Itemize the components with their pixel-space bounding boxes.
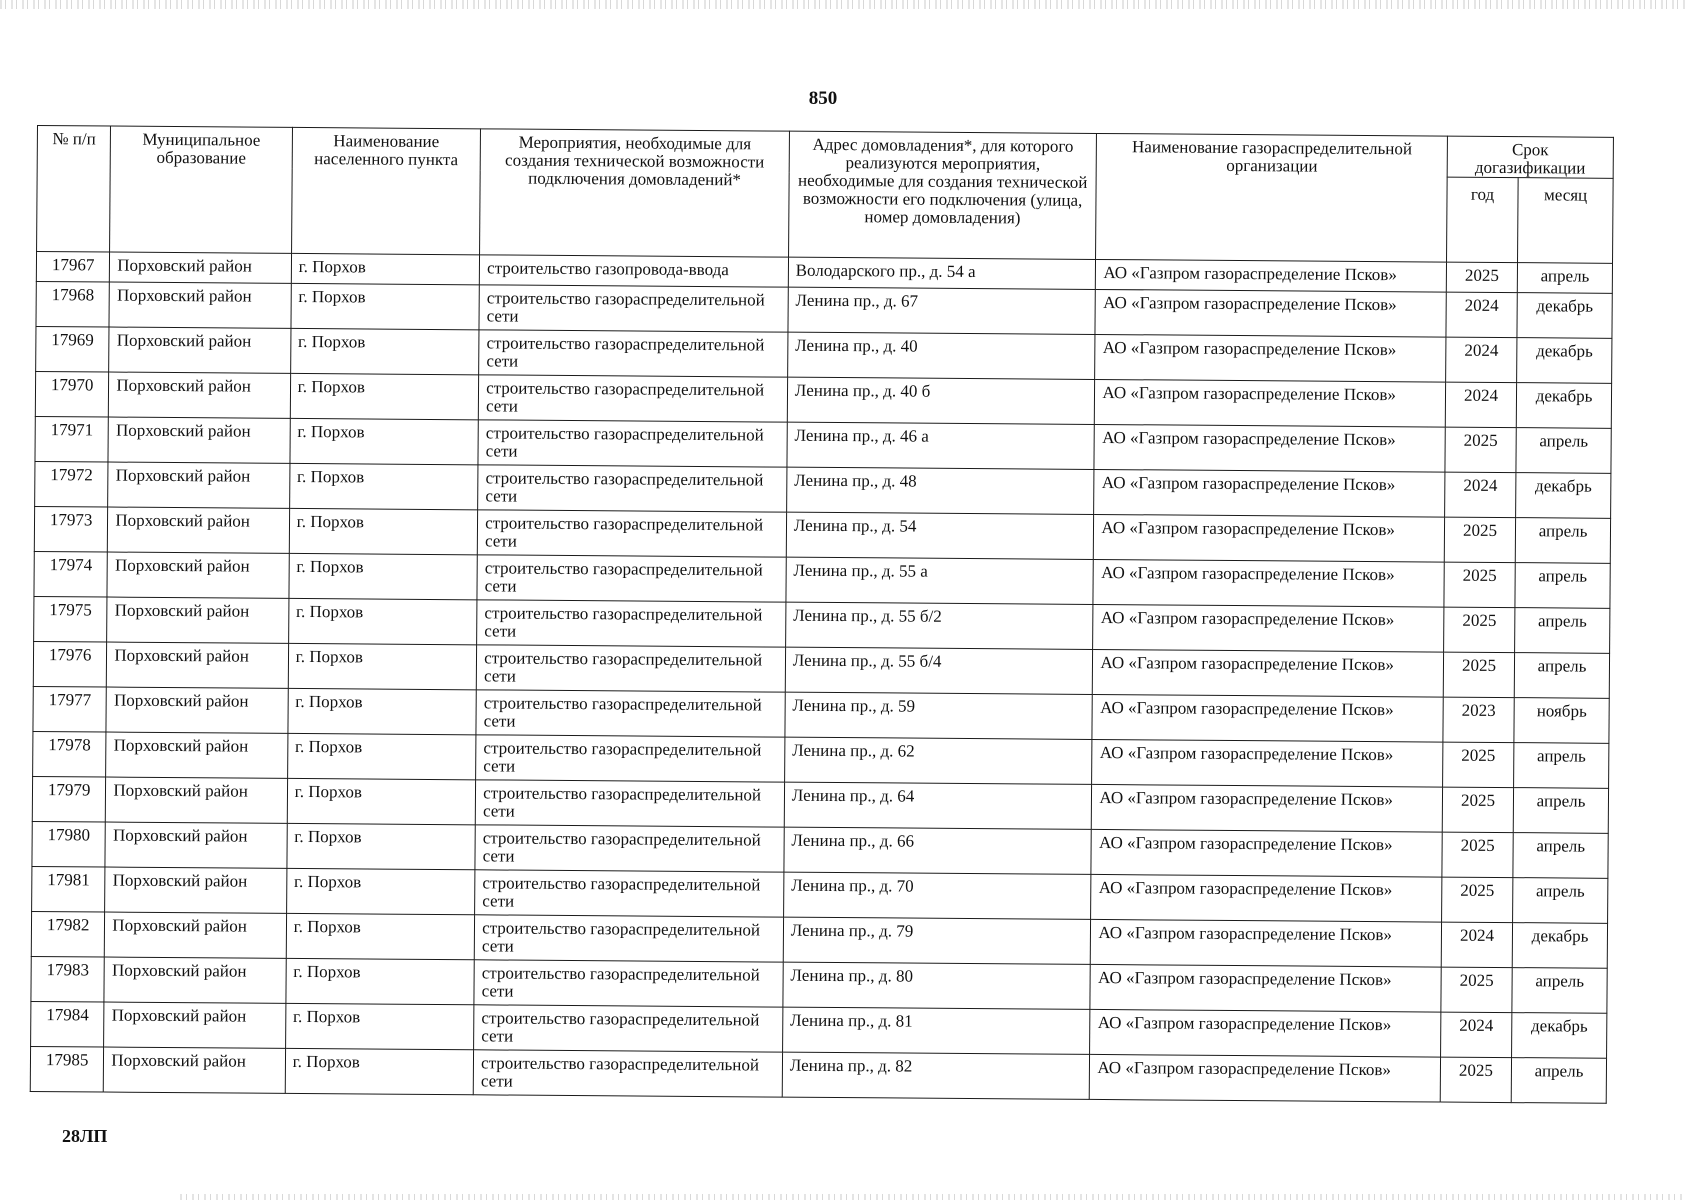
cell-organization: АО «Газпром газораспределение Псков» [1091, 874, 1442, 922]
cell-year: 2025 [1440, 1057, 1512, 1103]
cell-settlement: г. Порхов [288, 643, 477, 689]
header-settlement: Наименование населенного пункта [291, 127, 480, 254]
cell-month: апрель [1513, 833, 1608, 879]
cell-organization: АО «Газпром газораспределение Псков» [1092, 739, 1443, 787]
cell-organization: АО «Газпром газораспределение Псков» [1091, 919, 1442, 967]
cell-num: 17976 [33, 641, 107, 687]
cell-month: апрель [1512, 968, 1607, 1014]
cell-measure: строительство газораспределительной сети [478, 420, 787, 467]
cell-organization: АО «Газпром газораспределение Псков» [1095, 289, 1446, 337]
cell-organization: АО «Газпром газораспределение Псков» [1094, 424, 1445, 472]
cell-measure: строительство газораспределительной сети [473, 1050, 782, 1097]
cell-measure: строительство газопровода-ввода [479, 255, 788, 287]
cell-month: декабрь [1512, 923, 1607, 969]
cell-year: 2024 [1445, 382, 1517, 428]
cell-municipality: Порховский район [107, 597, 289, 643]
cell-organization: АО «Газпром газораспределение Псков» [1092, 784, 1443, 832]
cell-measure: строительство газораспределительной сети [477, 600, 786, 647]
table-header [37, 126, 1614, 264]
cell-month: апрель [1511, 1058, 1606, 1104]
cell-measure: строительство газораспределительной сети [478, 375, 787, 422]
cell-year: 2025 [1445, 427, 1517, 473]
cell-municipality: Порховский район [105, 822, 287, 868]
cell-num: 17968 [36, 281, 110, 327]
header-address: Адрес домовладения*, для которого реализуются мероприятия, необходимые для создания технической возможности его подключения (улица, номер домовладения) [788, 131, 1097, 259]
cell-measure: строительство газораспределительной сети [476, 690, 785, 737]
header-row-1 [37, 126, 1613, 179]
cell-address: Ленина пр., д. 66 [784, 827, 1092, 874]
header-year: год [1446, 177, 1518, 263]
cell-organization: АО «Газпром газораспределение Псков» [1094, 514, 1445, 562]
cell-measure: строительство газораспределительной сети [478, 465, 787, 512]
cell-address: Ленина пр., д. 64 [784, 782, 1092, 829]
cell-settlement: г. Порхов [287, 733, 476, 779]
cell-settlement: г. Порхов [286, 913, 475, 959]
cell-month: апрель [1517, 263, 1612, 294]
cell-address: Ленина пр., д. 55 б/4 [785, 647, 1093, 694]
cell-year: 2025 [1442, 742, 1514, 788]
cell-month: апрель [1513, 788, 1608, 834]
cell-year: 2024 [1444, 472, 1516, 518]
cell-address: Ленина пр., д. 54 [786, 512, 1094, 559]
scan-edge-top [0, 0, 1686, 9]
cell-month: декабрь [1516, 473, 1611, 519]
cell-municipality: Порховский район [110, 252, 292, 283]
cell-month: апрель [1515, 563, 1610, 609]
cell-year: 2025 [1441, 967, 1513, 1013]
cell-address: Володарского пр., д. 54 а [788, 257, 1096, 289]
cell-measure: строительство газораспределительной сети [476, 735, 785, 782]
cell-num: 17974 [34, 551, 108, 597]
cell-organization: АО «Газпром газораспределение Псков» [1092, 694, 1443, 742]
cell-organization: АО «Газпром газораспределение Псков» [1095, 379, 1446, 427]
cell-organization: АО «Газпром газораспределение Псков» [1093, 604, 1444, 652]
cell-measure: строительство газораспределительной сети [474, 915, 783, 962]
cell-organization: АО «Газпром газораспределение Псков» [1094, 469, 1445, 517]
cell-num: 17969 [36, 326, 110, 372]
cell-settlement: г. Порхов [288, 688, 477, 734]
cell-municipality: Порховский район [105, 867, 287, 913]
cell-num: 17981 [32, 866, 106, 912]
cell-month: декабрь [1517, 293, 1612, 339]
cell-municipality: Порховский район [108, 417, 290, 463]
cell-municipality: Порховский район [106, 687, 288, 733]
cell-num: 17977 [33, 686, 107, 732]
footer-code: 28ЛП [62, 1126, 108, 1146]
cell-organization: АО «Газпром газораспределение Псков» [1096, 259, 1447, 292]
cell-num: 17980 [32, 821, 106, 867]
cell-organization: АО «Газпром газораспределение Псков» [1093, 649, 1444, 697]
cell-address: Ленина пр., д. 81 [782, 1007, 1090, 1054]
cell-month: апрель [1515, 518, 1610, 564]
cell-measure: строительство газораспределительной сети [477, 555, 786, 602]
cell-address: Ленина пр., д. 59 [785, 692, 1093, 739]
cell-address: Ленина пр., д. 46 а [787, 422, 1095, 469]
cell-measure: строительство газораспределительной сети [479, 285, 788, 332]
cell-settlement: г. Порхов [286, 868, 475, 914]
cell-municipality: Порховский район [109, 372, 291, 418]
cell-municipality: Порховский район [109, 327, 291, 373]
cell-municipality: Порховский район [109, 282, 291, 328]
cell-year: 2025 [1446, 262, 1518, 293]
cell-measure: строительство газораспределительной сети [475, 780, 784, 827]
cell-num: 17975 [34, 596, 108, 642]
cell-municipality: Порховский район [108, 462, 290, 508]
cell-measure: строительство газораспределительной сети [474, 1005, 783, 1052]
cell-settlement: г. Порхов [287, 778, 476, 824]
cell-year: 2024 [1446, 337, 1518, 383]
cell-municipality: Порховский район [104, 1002, 286, 1048]
cell-settlement: г. Порхов [289, 508, 478, 554]
cell-year: 2025 [1442, 787, 1514, 833]
cell-measure: строительство газораспределительной сети [477, 510, 786, 557]
cell-address: Ленина пр., д. 82 [782, 1052, 1090, 1099]
cell-month: декабрь [1512, 1013, 1607, 1059]
header-deadline: Срок догазификации [1447, 136, 1613, 178]
cell-num: 17979 [32, 776, 106, 822]
cell-settlement: г. Порхов [287, 823, 476, 869]
cell-measure: строительство газораспределительной сети [474, 960, 783, 1007]
cell-settlement: г. Порхов [288, 598, 477, 644]
cell-num: 17970 [35, 371, 109, 417]
cell-num: 17972 [35, 461, 109, 507]
cell-measure: строительство газораспределительной сети [475, 825, 784, 872]
cell-num: 17973 [34, 506, 108, 552]
cell-month: ноябрь [1514, 698, 1609, 744]
cell-year: 2024 [1441, 922, 1513, 968]
cell-num: 17985 [30, 1046, 104, 1092]
cell-month: декабрь [1517, 338, 1612, 384]
cell-organization: АО «Газпром газораспределение Псков» [1093, 559, 1444, 607]
cell-settlement: г. Порхов [291, 253, 480, 284]
cell-settlement: г. Порхов [289, 463, 478, 509]
cell-address: Ленина пр., д. 79 [783, 917, 1091, 964]
cell-num: 17978 [33, 731, 107, 777]
table-container [30, 125, 1614, 1104]
cell-measure: строительство газораспределительной сети [475, 870, 784, 917]
cell-year: 2024 [1446, 292, 1518, 338]
cell-address: Ленина пр., д. 70 [783, 872, 1091, 919]
cell-address: Ленина пр., д. 48 [786, 467, 1094, 514]
cell-address: Ленина пр., д. 67 [788, 287, 1096, 334]
cell-municipality: Порховский район [105, 912, 287, 958]
cell-year: 2025 [1444, 562, 1516, 608]
cell-municipality: Порховский район [107, 642, 289, 688]
cell-measure: строительство газораспределительной сети [476, 645, 785, 692]
cell-settlement: г. Порхов [285, 1048, 474, 1094]
cell-month: апрель [1514, 743, 1609, 789]
cell-year: 2024 [1440, 1012, 1512, 1058]
header-municipality: Муниципальное образование [110, 126, 292, 253]
cell-settlement: г. Порхов [289, 553, 478, 599]
cell-settlement: г. Порхов [291, 283, 480, 329]
cell-municipality: Порховский район [108, 507, 290, 553]
table-body [30, 252, 1612, 1104]
cell-year: 2025 [1441, 877, 1513, 923]
cell-address: Ленина пр., д. 62 [784, 737, 1092, 784]
cell-month: декабрь [1516, 383, 1611, 429]
cell-organization: АО «Газпром газораспределение Псков» [1090, 1054, 1441, 1102]
cell-municipality: Порховский район [107, 552, 289, 598]
cell-num: 17967 [36, 252, 110, 283]
header-month: месяц [1518, 178, 1613, 264]
cell-month: апрель [1514, 653, 1609, 699]
cell-month: апрель [1516, 428, 1611, 474]
page-number: 850 [808, 88, 838, 109]
cell-municipality: Порховский район [106, 777, 288, 823]
cell-address: Ленина пр., д. 55 а [786, 557, 1094, 604]
cell-organization: АО «Газпром газораспределение Псков» [1091, 829, 1442, 877]
cell-settlement: г. Порхов [290, 373, 479, 419]
cell-month: апрель [1513, 878, 1608, 924]
cell-municipality: Порховский район [106, 732, 288, 778]
cell-organization: АО «Газпром газораспределение Псков» [1090, 964, 1441, 1012]
header-num: № п/п [37, 126, 111, 253]
cell-address: Ленина пр., д. 55 б/2 [785, 602, 1093, 649]
cell-address: Ленина пр., д. 40 б [787, 377, 1095, 424]
cell-municipality: Порховский район [104, 957, 286, 1003]
cell-organization: АО «Газпром газораспределение Псков» [1090, 1009, 1441, 1057]
cell-num: 17983 [31, 956, 105, 1002]
cell-measure: строительство газораспределительной сети [479, 330, 788, 377]
cell-settlement: г. Порхов [290, 418, 479, 464]
cell-organization: АО «Газпром газораспределение Псков» [1095, 334, 1446, 382]
header-measures: Мероприятия, необходимые для создания технической возможности подключения домовладений* [480, 129, 790, 257]
cell-year: 2025 [1443, 607, 1515, 653]
cell-num: 17984 [31, 1001, 105, 1047]
cell-settlement: г. Порхов [286, 958, 475, 1004]
scan-edge-bottom [180, 1194, 1686, 1200]
cell-year: 2025 [1442, 832, 1514, 878]
cell-settlement: г. Порхов [290, 328, 479, 374]
gasification-table [30, 125, 1614, 1104]
cell-address: Ленина пр., д. 40 [787, 332, 1095, 379]
cell-year: 2025 [1444, 517, 1516, 563]
cell-municipality: Порховский район [104, 1047, 286, 1093]
cell-settlement: г. Порхов [285, 1003, 474, 1049]
cell-year: 2025 [1443, 652, 1515, 698]
cell-address: Ленина пр., д. 80 [783, 962, 1091, 1009]
cell-month: апрель [1515, 608, 1610, 654]
cell-num: 17971 [35, 416, 109, 462]
cell-num: 17982 [31, 911, 105, 957]
header-organization: Наименование газораспределительной организации [1096, 133, 1447, 262]
cell-year: 2023 [1443, 697, 1515, 743]
